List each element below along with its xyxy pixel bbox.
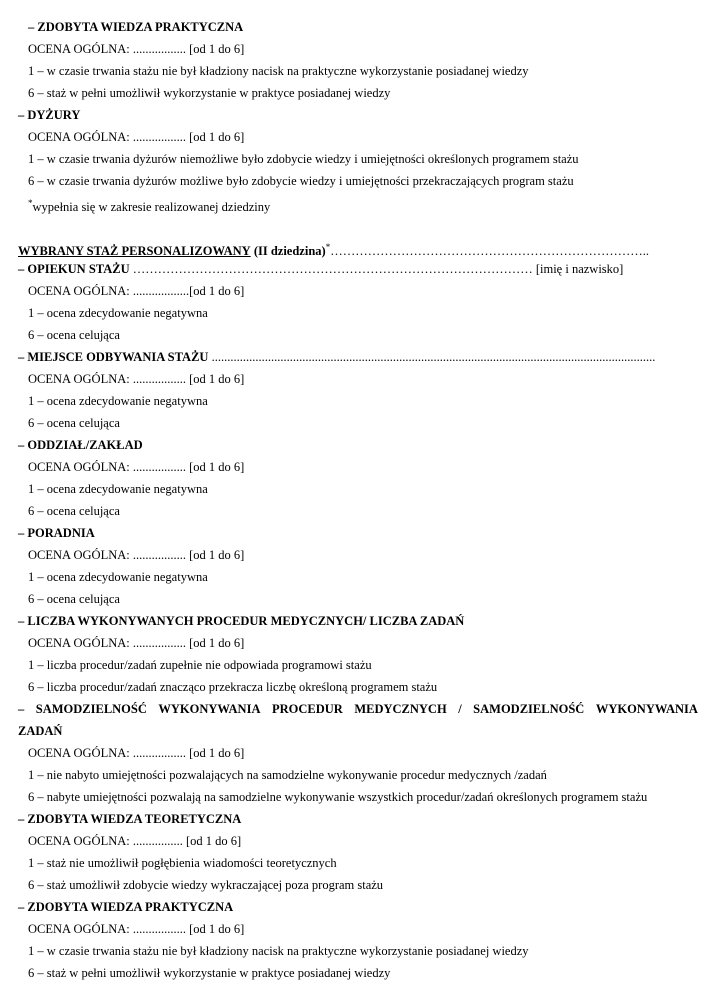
heading-word: WYKONYWANIA: [158, 702, 261, 716]
scale-low-description: 1 – ocena zdecydowanie negatywna: [28, 306, 208, 320]
personalized-dots: …………………………………………………………………..: [330, 244, 649, 258]
heading-word: –: [18, 702, 25, 716]
section-heading-teoretyczna: – ZDOBYTA WIEDZA TEORETYCZNA: [18, 812, 242, 826]
scale-low-description: 1 – ocena zdecydowanie negatywna: [28, 394, 208, 408]
scale-high-description: 6 – w czasie trwania dyżurów możliwe było zdobycie wiedzy i umiejętności przekraczających program stażu: [28, 174, 574, 188]
rating-line: OCENA OGÓLNA: ................. [od 1 do 6]: [28, 922, 245, 936]
personalized-mark: *: [325, 242, 331, 252]
heading-word: WYKONYWANIA: [595, 702, 698, 716]
scale-high-description: 6 – ocena celująca: [28, 328, 120, 342]
scale-high-description: 6 – ocena celująca: [28, 416, 120, 430]
section-heading-samodzielnosc-cont: ZADAŃ: [18, 724, 63, 738]
rating-line: OCENA OGÓLNA: ................. [od 1 do 6]: [28, 746, 245, 760]
scale-high-description: 6 – staż w pełni umożliwił wykorzystanie w praktyce posiadanej wiedzy: [28, 966, 391, 980]
scale-low-description: 1 – ocena zdecydowanie negatywna: [28, 482, 208, 496]
scale-high-description: 6 – ocena celująca: [28, 592, 120, 606]
personalized-title-line: [18, 240, 728, 258]
section-heading-opiekun: – OPIEKUN STAŻU: [18, 262, 130, 276]
scale-high-description: 6 – ocena celująca: [28, 504, 120, 518]
scale-low-description: 1 – staż nie umożliwił pogłębienia wiadomości teoretycznych: [28, 856, 337, 870]
section-heading-praktyczna-top: – ZDOBYTA WIEDZA PRAKTYCZNA: [28, 20, 244, 34]
rating-line: OCENA OGÓLNA: ................. [od 1 do 6]: [28, 42, 245, 56]
personalized-domain: (II dziedzina): [253, 244, 326, 258]
scale-low-description: 1 – nie nabyto umiejętności pozwalających na samodzielne wykonywanie procedur medycznych /zadań: [28, 768, 547, 782]
scale-high-description: 6 – staż w pełni umożliwił wykorzystanie w praktyce posiadanej wiedzy: [28, 86, 391, 100]
miejsce-dots: ..............................................................................................................................................: [208, 350, 656, 364]
rating-line: OCENA OGÓLNA: ................. [od 1 do 6]: [28, 130, 245, 144]
rating-line: OCENA OGÓLNA: ................. [od 1 do 6]: [28, 636, 245, 650]
scale-high-description: 6 – liczba procedur/zadań znacząco przekracza liczbę określoną programem stażu: [28, 680, 438, 694]
personalized-title: WYBRANY STAŻ PERSONALIZOWANY: [18, 244, 251, 258]
rating-line: OCENA OGÓLNA: ................ [od 1 do 6]: [28, 834, 242, 848]
scale-low-description: 1 – liczba procedur/zadań zupełnie nie odpowiada programowi stażu: [28, 658, 372, 672]
miejsce-line: [18, 350, 728, 364]
rating-line: OCENA OGÓLNA: ................. [od 1 do 6]: [28, 460, 245, 474]
scale-low-description: 1 – w czasie trwania stażu nie był kładziony nacisk na praktyczne wykorzystanie posiadanej wiedzy: [28, 64, 529, 78]
heading-word: MEDYCZNYCH: [354, 702, 447, 716]
section-heading-oddzial: – ODDZIAŁ/ZAKŁAD: [18, 438, 143, 452]
heading-word: /: [458, 702, 462, 716]
heading-word: PROCEDUR: [271, 702, 343, 716]
scale-low-description: 1 – w czasie trwania dyżurów niemożliwe było zdobycie wiedzy i umiejętności określonych programem stażu: [28, 152, 579, 166]
section-heading-liczba: – LICZBA WYKONYWANYCH PROCEDUR MEDYCZNYCH/ LICZBA ZADAŃ: [18, 614, 465, 628]
footnote-text: wypełnia się w zakresie realizowanej dziedziny: [32, 200, 271, 214]
rating-line: OCENA OGÓLNA: ................. [od 1 do 6]: [28, 548, 245, 562]
scale-low-description: 1 – w czasie trwania stażu nie był kładziony nacisk na praktyczne wykorzystanie posiadanej wiedzy: [28, 944, 529, 958]
section-heading-miejsce: – MIEJSCE ODBYWANIA STAŻU: [18, 350, 209, 364]
footnote: [28, 196, 728, 214]
scale-low-description: 1 – ocena zdecydowanie negatywna: [28, 570, 208, 584]
heading-word: SAMODZIELNOŚĆ: [35, 702, 147, 716]
opiekun-dots: ……………………………………………………………………………………: [129, 262, 536, 276]
scale-high-description: 6 – staż umożliwił zdobycie wiedzy wykraczającej poza program stażu: [28, 878, 384, 892]
opiekun-line: [18, 262, 728, 276]
heading-word: SAMODZIELNOŚĆ: [473, 702, 585, 716]
opiekun-hint: [imię i nazwisko]: [535, 262, 624, 276]
rating-line: OCENA OGÓLNA: ................. [od 1 do 6]: [28, 372, 245, 386]
section-heading-samodzielnosc: [18, 702, 698, 716]
section-heading-dyzury: – DYŻURY: [18, 108, 81, 122]
section-heading-poradnia: – PORADNIA: [18, 526, 95, 540]
scale-high-description: 6 – nabyte umiejętności pozwalają na samodzielne wykonywanie wszystkich procedur/zadań określonych programem stażu: [28, 790, 648, 804]
footnote-mark: *: [28, 198, 33, 208]
rating-line: OCENA OGÓLNA: ..................[od 1 do 6]: [28, 284, 245, 298]
section-heading-praktyczna: – ZDOBYTA WIEDZA PRAKTYCZNA: [18, 900, 234, 914]
